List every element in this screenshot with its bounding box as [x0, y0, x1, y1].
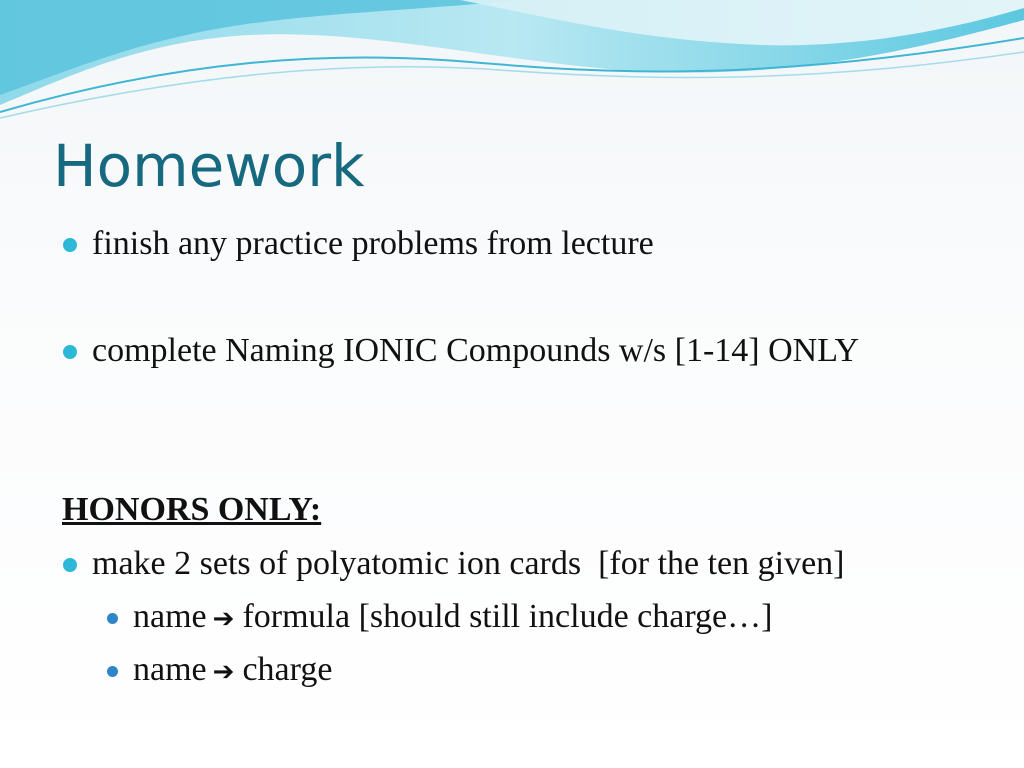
sub-bullet-formula	[133, 597, 772, 639]
sub-bullet-dot-icon	[107, 666, 118, 677]
bullet-item-ion-cards: make 2 sets of polyatomic ion cards [for the ten given]	[92, 545, 845, 582]
sub-bullet-dot-icon	[107, 613, 118, 624]
right-arrow-icon: ➔	[212, 604, 235, 634]
bullet-item-practice: finish any practice problems from lecture	[92, 225, 654, 262]
bullet-item-worksheet: complete Naming IONIC Compounds w/s [1-14] ONLY	[92, 332, 860, 369]
right-arrow-icon: ➔	[212, 657, 235, 687]
sub-bullet-left: name	[133, 598, 207, 635]
sub-bullet-charge	[133, 650, 332, 692]
sub-bullet-right: charge	[242, 651, 333, 688]
sub-bullet-left: name	[133, 651, 207, 688]
decorative-wave	[0, 0, 1024, 130]
slide-title: Homework	[53, 132, 365, 200]
bullet-dot-icon	[63, 345, 77, 359]
bullet-dot-icon	[63, 238, 77, 252]
bullet-dot-icon	[63, 558, 77, 572]
honors-heading: HONORS ONLY:	[62, 491, 322, 528]
sub-bullet-right: formula [should still include charge…]	[242, 598, 773, 635]
